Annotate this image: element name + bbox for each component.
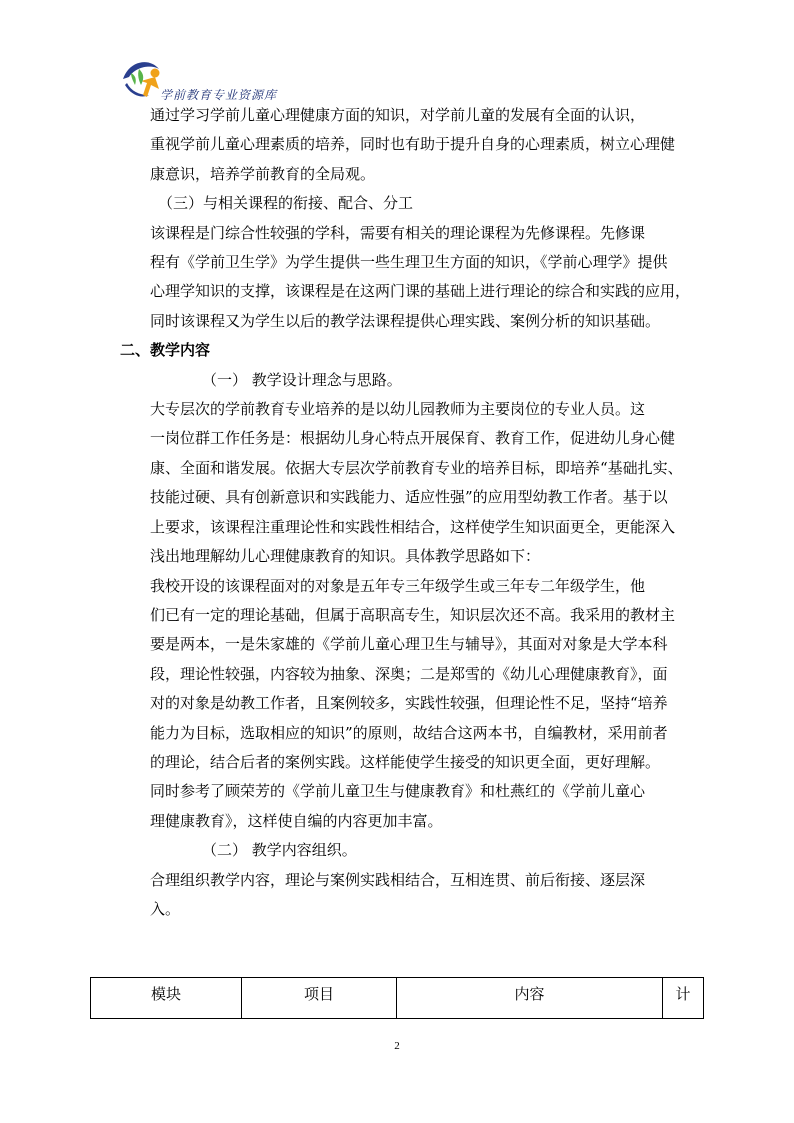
table-header-cell: 模块 <box>91 978 242 1019</box>
table-header-row <box>91 978 704 1019</box>
table-header-cell: 计 <box>663 978 704 1019</box>
text-line: 大专层次的学前教育专业培养的是以幼儿园教师为主要岗位的专业人员。这 <box>150 400 646 419</box>
paragraph <box>120 395 688 571</box>
logo-text: 学前教育专业资源库 <box>160 88 278 102</box>
paragraph <box>120 777 688 836</box>
text-line: 段，理论性较强，内容较为抽象、深奥；二是郑雪的《幼儿心理健康教育》，面 <box>150 664 668 683</box>
text-line: 通过学习学前儿童心理健康方面的知识，对学前儿童的发展有全面的认识， <box>150 106 646 124</box>
table-header-cell: 内容 <box>397 978 663 1019</box>
paragraph <box>120 219 691 337</box>
document-body <box>120 101 691 924</box>
table-header-cell: 项目 <box>242 978 397 1019</box>
text-line: 我校开设的该课程面对的对象是五年专三年级学生或三年专二年级学生，他 <box>150 576 646 595</box>
paragraph <box>120 572 688 778</box>
text-line: 入。 <box>150 899 181 918</box>
module-table <box>90 977 704 1019</box>
text-line: 们已有一定的理论基础，但属于高职高专生，知识层次还不高。我采用的教材主 <box>150 605 676 624</box>
text-line: 程有《学前卫生学》为学生提供一些生理卫生方面的知识，《学前心理学》提供 <box>150 253 668 272</box>
text-line: 上要求，该课程注重理论性和实践性相结合，这样使学生知识面更全，更能深入 <box>150 517 676 536</box>
section-heading-2: 二、教学内容 <box>120 341 211 360</box>
text-line: 同时参考了顾荣芳的《学前儿童卫生与健康教育》和杜燕红的《学前儿童心 <box>150 782 646 801</box>
paragraph <box>120 866 688 925</box>
text-line: 重视学前儿童心理素质的培养，同时也有助于提升自身的心理素质，树立心理健 <box>150 135 676 154</box>
page-number: 2 <box>394 1040 400 1052</box>
text-line: 理健康教育》，这样使自编的内容更加丰富。 <box>150 811 443 830</box>
text-line: 技能过硬、具有创新意识和实践能力、适应性强”的应用型幼教工作者。基于以 <box>150 488 668 507</box>
text-line: 康、全面和谐发展。依据大专层次学前教育专业的培养目标，即培养“基础扎实、 <box>150 458 683 477</box>
paragraph <box>120 101 688 189</box>
section-heading-3: （三）与相关课程的衔接、配合、分工 <box>158 194 414 213</box>
text-line: 该课程是门综合性较强的学科，需要有相关的理论课程为先修课程。先修课 <box>150 223 646 242</box>
text-line: 浅出地理解幼儿心理健康教育的知识。具体教学思路如下： <box>150 547 541 566</box>
text-line: 心理学知识的支撑，该课程是在这两门课的基础上进行理论的综合和实践的应用， <box>150 282 691 301</box>
text-line: 的理论，结合后者的案例实践。这样能使学生接受的知识更全面，更好理解。 <box>150 752 661 771</box>
text-line: 同时该课程又为学生以后的教学法课程提供心理实践、案例分析的知识基础。 <box>150 311 661 330</box>
text-line: 要是两本，一是朱家雄的《学前儿童心理卫生与辅导》，其面对对象是大学本科 <box>150 635 668 654</box>
subsection-heading-2: （二） 教学内容组织。 <box>202 841 357 860</box>
text-line: 合理组织教学内容，理论与案例实践相结合，互相连贯、前后衔接、逐层深 <box>150 870 646 889</box>
text-line: 能力为目标，选取相应的知识”的原则，故结合这两本书，自编教材，采用前者 <box>150 723 668 742</box>
text-line: 对的对象是幼教工作者，且案例较多，实践性较强，但理论性不足，坚持“培养 <box>150 694 668 713</box>
text-line: 一岗位群工作任务是：根据幼儿身心特点开展保育、教育工作，促进幼儿身心健 <box>150 429 676 448</box>
subsection-heading-1: （一） 教学设计理念与思路。 <box>202 370 402 389</box>
text-line: 康意识，培养学前教育的全局观。 <box>150 164 376 183</box>
